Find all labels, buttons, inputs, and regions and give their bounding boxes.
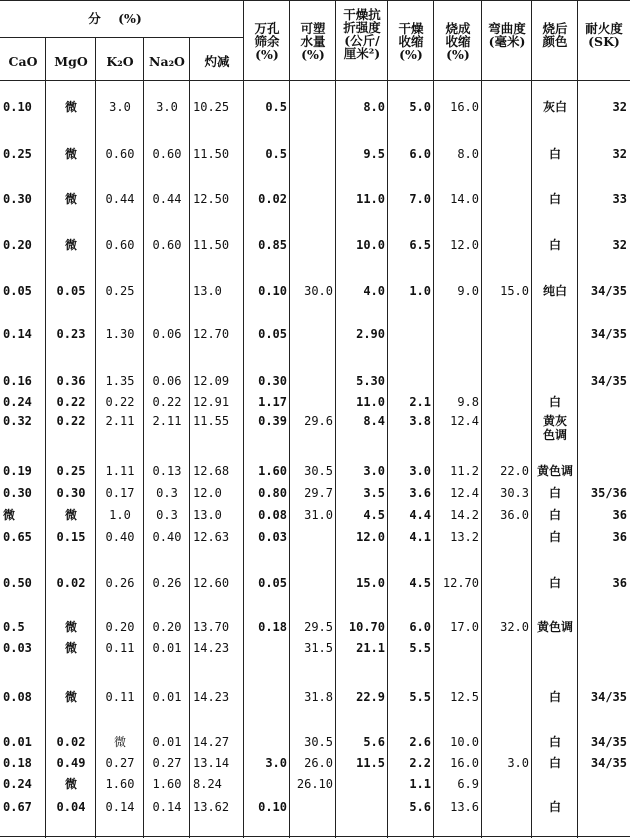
- cell-ignition-loss: 11.55: [193, 414, 230, 428]
- column-divider: [289, 0, 290, 838]
- cell-sieve: 0.10: [258, 800, 287, 814]
- cell-dry-shrink: 4.4: [409, 508, 431, 522]
- cell-k2o: 1.0: [109, 508, 131, 522]
- cell-dry-strength: 2.90: [356, 327, 385, 341]
- cell-na2o: 0.01: [152, 690, 182, 704]
- cell-k2o: 0.60: [105, 238, 135, 252]
- cell-dry-shrink: 3.0: [409, 464, 431, 478]
- cell-refractory: 32: [612, 100, 627, 114]
- cell-fire-shrink: 10.0: [450, 735, 479, 749]
- cell-cao: 0.19: [3, 464, 32, 478]
- cell-mgo: 微: [64, 641, 77, 655]
- cell-k2o: 0.11: [105, 690, 135, 704]
- cell-fired-color: 白: [548, 735, 561, 749]
- cell-dry-strength: 3.0: [363, 464, 385, 478]
- header-refractoriness: 耐火度 (SK): [585, 21, 623, 49]
- cell-mgo: 微: [64, 192, 77, 206]
- cell-k2o: 1.35: [105, 374, 135, 388]
- cell-dry-strength: 12.0: [356, 530, 385, 544]
- cell-refractory: 32: [612, 147, 627, 161]
- cell-plastic-water: 26.0: [304, 756, 333, 770]
- header-fired-color: 烧后 颜色: [542, 21, 568, 49]
- cell-ignition-loss: 14.27: [193, 735, 230, 749]
- cell-k2o: 0.44: [105, 192, 135, 206]
- cell-ignition-loss: 8.24: [193, 777, 222, 791]
- cell-cao: 0.16: [3, 374, 32, 388]
- row-divider: [0, 0, 630, 1]
- cell-mgo: 0.05: [56, 284, 86, 298]
- cell-na2o: 0.01: [152, 641, 182, 655]
- cell-sieve: 0.5: [265, 100, 287, 114]
- cell-cao: 0.32: [3, 414, 32, 428]
- cell-dry-strength: 5.6: [363, 735, 385, 749]
- cell-mgo: 0.36: [56, 374, 86, 388]
- row-divider: [0, 37, 244, 38]
- cell-na2o: 0.26: [152, 576, 182, 590]
- cell-fired-color: 黄色调: [536, 464, 573, 478]
- cell-ignition-loss: 13.0: [193, 508, 222, 522]
- column-divider: [531, 0, 532, 838]
- cell-fire-shrink: 9.0: [457, 284, 479, 298]
- cell-cao: 0.20: [3, 238, 32, 252]
- cell-na2o: 2.11: [152, 414, 182, 428]
- column-divider: [335, 0, 336, 838]
- cell-sieve: 0.10: [258, 284, 287, 298]
- cell-plastic-water: 31.8: [304, 690, 333, 704]
- cell-na2o: 0.22: [152, 395, 182, 409]
- cell-plastic-water: 30.5: [304, 464, 333, 478]
- cell-ignition-loss: 12.91: [193, 395, 230, 409]
- cell-sieve: 1.60: [258, 464, 287, 478]
- cell-k2o: 2.11: [105, 414, 135, 428]
- header-dry-shrinkage: 干燥 收缩 (%): [398, 21, 424, 62]
- header-plastic-water: 可塑 水量 (%): [300, 21, 326, 62]
- cell-k2o: 0.60: [105, 147, 135, 161]
- cell-dry-shrink: 3.8: [409, 414, 431, 428]
- cell-na2o: 3.0: [156, 100, 178, 114]
- cell-dry-shrink: 1.1: [409, 777, 431, 791]
- cell-plastic-water: 31.5: [304, 641, 333, 655]
- cell-k2o: 0.27: [105, 756, 135, 770]
- cell-mgo: 0.22: [56, 414, 86, 428]
- cell-dry-strength: 10.0: [356, 238, 385, 252]
- cell-refractory: 36: [612, 508, 627, 522]
- cell-dry-strength: 10.70: [348, 620, 385, 634]
- cell-ignition-loss: 12.60: [193, 576, 230, 590]
- cell-dry-shrink: 7.0: [409, 192, 431, 206]
- cell-refractory: 34/35: [590, 756, 627, 770]
- cell-na2o: 0.3: [156, 486, 178, 500]
- header-col-mgo: MgO: [54, 54, 88, 69]
- cell-cao: 0.5: [3, 620, 25, 634]
- cell-cao: 0.24: [3, 777, 32, 791]
- cell-na2o: 0.14: [152, 800, 182, 814]
- cell-ignition-loss: 12.63: [193, 530, 230, 544]
- cell-mgo: 微: [64, 777, 77, 791]
- cell-mgo: 0.49: [56, 756, 86, 770]
- cell-ignition-loss: 12.0: [193, 486, 222, 500]
- cell-cao: 0.10: [3, 100, 32, 114]
- cell-mgo: 0.25: [56, 464, 86, 478]
- cell-dry-strength: 3.5: [363, 486, 385, 500]
- cell-refractory: 36: [612, 530, 627, 544]
- cell-mgo: 0.30: [56, 486, 86, 500]
- column-divider: [481, 0, 482, 838]
- cell-k2o: 3.0: [109, 100, 131, 114]
- cell-dry-strength: 5.30: [356, 374, 385, 388]
- cell-mgo: 微: [64, 690, 77, 704]
- cell-dry-strength: 15.0: [356, 576, 385, 590]
- cell-k2o: 0.17: [105, 486, 135, 500]
- cell-fired-color: 白: [548, 395, 561, 409]
- cell-dry-strength: 4.5: [363, 508, 385, 522]
- cell-refractory: 32: [612, 238, 627, 252]
- cell-sieve: 1.17: [258, 395, 287, 409]
- cell-fire-shrink: 14.2: [450, 508, 479, 522]
- cell-cao: 0.30: [3, 192, 32, 206]
- cell-ignition-loss: 11.50: [193, 238, 230, 252]
- cell-k2o: 微: [113, 735, 126, 749]
- cell-cao: 0.30: [3, 486, 32, 500]
- header-col-cao: CaO: [8, 54, 38, 69]
- cell-fire-shrink: 16.0: [450, 100, 479, 114]
- cell-fire-shrink: 17.0: [450, 620, 479, 634]
- cell-mgo: 微: [64, 147, 77, 161]
- cell-dry-strength: 11.0: [356, 395, 385, 409]
- cell-na2o: 0.01: [152, 735, 182, 749]
- cell-na2o: 0.20: [152, 620, 182, 634]
- cell-plastic-water: 29.7: [304, 486, 333, 500]
- cell-ignition-loss: 13.62: [193, 800, 230, 814]
- cell-cao: 0.03: [3, 641, 32, 655]
- cell-fire-shrink: 13.2: [450, 530, 479, 544]
- cell-mgo: 0.04: [56, 800, 86, 814]
- cell-ignition-loss: 13.0: [193, 284, 222, 298]
- cell-dry-shrink: 5.6: [409, 800, 431, 814]
- cell-mgo: 微: [64, 620, 77, 634]
- cell-ignition-loss: 13.14: [193, 756, 230, 770]
- cell-sieve: 3.0: [265, 756, 287, 770]
- cell-fire-shrink: 9.8: [457, 395, 479, 409]
- cell-mgo: 微: [64, 238, 77, 252]
- cell-k2o: 0.40: [105, 530, 135, 544]
- cell-dry-strength: 4.0: [363, 284, 385, 298]
- cell-na2o: 0.60: [152, 147, 182, 161]
- cell-k2o: 0.25: [105, 284, 135, 298]
- cell-dry-shrink: 2.2: [409, 756, 431, 770]
- cell-dry-strength: 9.5: [363, 147, 385, 161]
- cell-dry-shrink: 3.6: [409, 486, 431, 500]
- cell-mgo: 0.22: [56, 395, 86, 409]
- cell-dry-shrink: 5.0: [409, 100, 431, 114]
- cell-cao: 0.18: [3, 756, 32, 770]
- cell-fired-color: 白: [548, 800, 561, 814]
- cell-fire-shrink: 12.4: [450, 414, 479, 428]
- cell-fire-shrink: 16.0: [450, 756, 479, 770]
- cell-cao: 0.25: [3, 147, 32, 161]
- cell-dry-shrink: 6.0: [409, 147, 431, 161]
- cell-ignition-loss: 10.25: [193, 100, 230, 114]
- cell-fire-shrink: 12.4: [450, 486, 479, 500]
- header-col-ignition-loss: 灼减: [204, 54, 230, 69]
- column-divider: [387, 0, 388, 838]
- cell-plastic-water: 26.10: [296, 777, 333, 791]
- cell-sieve: 0.5: [265, 147, 287, 161]
- header-fired-shrinkage: 烧成 收缩 (%): [445, 21, 471, 62]
- cell-fire-shrink: 11.2: [450, 464, 479, 478]
- column-divider: [189, 38, 190, 838]
- cell-cao: 微: [3, 508, 16, 522]
- cell-k2o: 1.11: [105, 464, 135, 478]
- cell-dry-shrink: 4.1: [409, 530, 431, 544]
- cell-dry-shrink: 5.5: [409, 641, 431, 655]
- cell-cao: 0.14: [3, 327, 32, 341]
- cell-mgo: 微: [64, 100, 77, 114]
- cell-mgo: 0.02: [56, 735, 86, 749]
- cell-dry-shrink: 2.6: [409, 735, 431, 749]
- cell-na2o: 0.06: [152, 374, 182, 388]
- cell-bend: 15.0: [500, 284, 529, 298]
- cell-dry-shrink: 5.5: [409, 690, 431, 704]
- cell-sieve: 0.18: [258, 620, 287, 634]
- cell-fired-color: 白: [548, 486, 561, 500]
- cell-dry-shrink: 4.5: [409, 576, 431, 590]
- column-divider: [243, 0, 244, 838]
- cell-ignition-loss: 11.50: [193, 147, 230, 161]
- cell-sieve: 0.30: [258, 374, 287, 388]
- cell-fired-color: 白: [548, 147, 561, 161]
- cell-ignition-loss: 12.09: [193, 374, 230, 388]
- header-sieve-residue: 万孔 筛余 (%): [254, 21, 280, 62]
- column-divider: [45, 38, 46, 838]
- cell-sieve: 0.05: [258, 576, 287, 590]
- cell-na2o: 0.27: [152, 756, 182, 770]
- cell-dry-strength: 21.1: [356, 641, 385, 655]
- cell-k2o: 0.20: [105, 620, 135, 634]
- cell-na2o: 0.13: [152, 464, 182, 478]
- cell-plastic-water: 30.5: [304, 735, 333, 749]
- cell-refractory: 35/36: [590, 486, 627, 500]
- cell-sieve: 0.85: [258, 238, 287, 252]
- cell-refractory: 33: [612, 192, 627, 206]
- cell-ignition-loss: 14.23: [193, 690, 230, 704]
- cell-fire-shrink: 8.0: [457, 147, 479, 161]
- cell-cao: 0.05: [3, 284, 32, 298]
- cell-plastic-water: 31.0: [304, 508, 333, 522]
- cell-dry-shrink: 2.1: [409, 395, 431, 409]
- cell-plastic-water: 30.0: [304, 284, 333, 298]
- row-divider: [0, 80, 630, 81]
- cell-fire-shrink: 12.70: [442, 576, 479, 590]
- cell-ignition-loss: 13.70: [193, 620, 230, 634]
- cell-cao: 0.65: [3, 530, 32, 544]
- cell-fire-shrink: 12.0: [450, 238, 479, 252]
- cell-dry-strength: 11.5: [356, 756, 385, 770]
- cell-fire-shrink: 6.9: [457, 777, 479, 791]
- cell-sieve: 0.39: [258, 414, 287, 428]
- cell-dry-shrink: 6.5: [409, 238, 431, 252]
- cell-dry-strength: 8.4: [363, 414, 385, 428]
- header-col-na2o: Na₂O: [149, 54, 185, 69]
- cell-mgo: 0.23: [56, 327, 86, 341]
- cell-fired-color: 纯白: [542, 284, 567, 298]
- cell-fire-shrink: 13.6: [450, 800, 479, 814]
- cell-sieve: 0.08: [258, 508, 287, 522]
- cell-k2o: 0.26: [105, 576, 135, 590]
- cell-bend: 32.0: [500, 620, 529, 634]
- cell-k2o: 1.30: [105, 327, 135, 341]
- cell-ignition-loss: 12.70: [193, 327, 230, 341]
- cell-fired-color: 白: [548, 576, 561, 590]
- cell-dry-strength: 11.0: [356, 192, 385, 206]
- cell-refractory: 34/35: [590, 735, 627, 749]
- cell-bend: 30.3: [500, 486, 529, 500]
- cell-refractory: 34/35: [590, 327, 627, 341]
- cell-k2o: 0.11: [105, 641, 135, 655]
- cell-cao: 0.67: [3, 800, 32, 814]
- cell-k2o: 0.14: [105, 800, 135, 814]
- header-bend: 弯曲度 (毫米): [488, 21, 526, 49]
- cell-fired-color: 黄灰 色调: [542, 414, 567, 442]
- row-divider: [0, 836, 630, 837]
- cell-sieve: 0.80: [258, 486, 287, 500]
- cell-cao: 0.08: [3, 690, 32, 704]
- cell-na2o: 1.60: [152, 777, 182, 791]
- cell-fire-shrink: 12.5: [450, 690, 479, 704]
- cell-fired-color: 白: [548, 192, 561, 206]
- cell-fire-shrink: 14.0: [450, 192, 479, 206]
- cell-na2o: 0.40: [152, 530, 182, 544]
- cell-na2o: 0.06: [152, 327, 182, 341]
- cell-fired-color: 白: [548, 508, 561, 522]
- cell-ignition-loss: 12.50: [193, 192, 230, 206]
- cell-na2o: 0.44: [152, 192, 182, 206]
- cell-plastic-water: 29.5: [304, 620, 333, 634]
- cell-fired-color: 白: [548, 238, 561, 252]
- cell-dry-shrink: 1.0: [409, 284, 431, 298]
- column-divider: [95, 38, 96, 838]
- cell-bend: 22.0: [500, 464, 529, 478]
- cell-cao: 0.50: [3, 576, 32, 590]
- cell-refractory: 36: [612, 576, 627, 590]
- cell-mgo: 0.02: [56, 576, 86, 590]
- cell-plastic-water: 29.6: [304, 414, 333, 428]
- cell-fired-color: 白: [548, 756, 561, 770]
- cell-sieve: 0.02: [258, 192, 287, 206]
- cell-refractory: 34/35: [590, 374, 627, 388]
- header-dry-strength: 干燥抗 折强度 (公斤/ 厘米²): [343, 7, 381, 61]
- cell-fired-color: 黄色调: [536, 620, 573, 634]
- cell-ignition-loss: 12.68: [193, 464, 230, 478]
- cell-na2o: 0.3: [156, 508, 178, 522]
- cell-dry-shrink: 6.0: [409, 620, 431, 634]
- column-divider: [577, 0, 578, 838]
- cell-mgo: 0.15: [56, 530, 86, 544]
- cell-na2o: 0.60: [152, 238, 182, 252]
- cell-k2o: 1.60: [105, 777, 135, 791]
- cell-sieve: 0.03: [258, 530, 287, 544]
- cell-mgo: 微: [64, 508, 77, 522]
- cell-fired-color: 白: [548, 690, 561, 704]
- header-col-k2o: K₂O: [106, 54, 134, 69]
- cell-refractory: 34/35: [590, 284, 627, 298]
- cell-cao: 0.24: [3, 395, 32, 409]
- cell-dry-strength: 22.9: [356, 690, 385, 704]
- cell-ignition-loss: 14.23: [193, 641, 230, 655]
- cell-refractory: 34/35: [590, 690, 627, 704]
- column-divider: [143, 38, 144, 838]
- cell-sieve: 0.05: [258, 327, 287, 341]
- header-group-label: 分 (%): [88, 11, 142, 26]
- cell-cao: 0.01: [3, 735, 32, 749]
- column-divider: [433, 0, 434, 838]
- cell-fired-color: 灰白: [542, 100, 567, 114]
- cell-bend: 36.0: [500, 508, 529, 522]
- cell-dry-strength: 8.0: [363, 100, 385, 114]
- cell-k2o: 0.22: [105, 395, 135, 409]
- cell-bend: 3.0: [507, 756, 529, 770]
- cell-fired-color: 白: [548, 530, 561, 544]
